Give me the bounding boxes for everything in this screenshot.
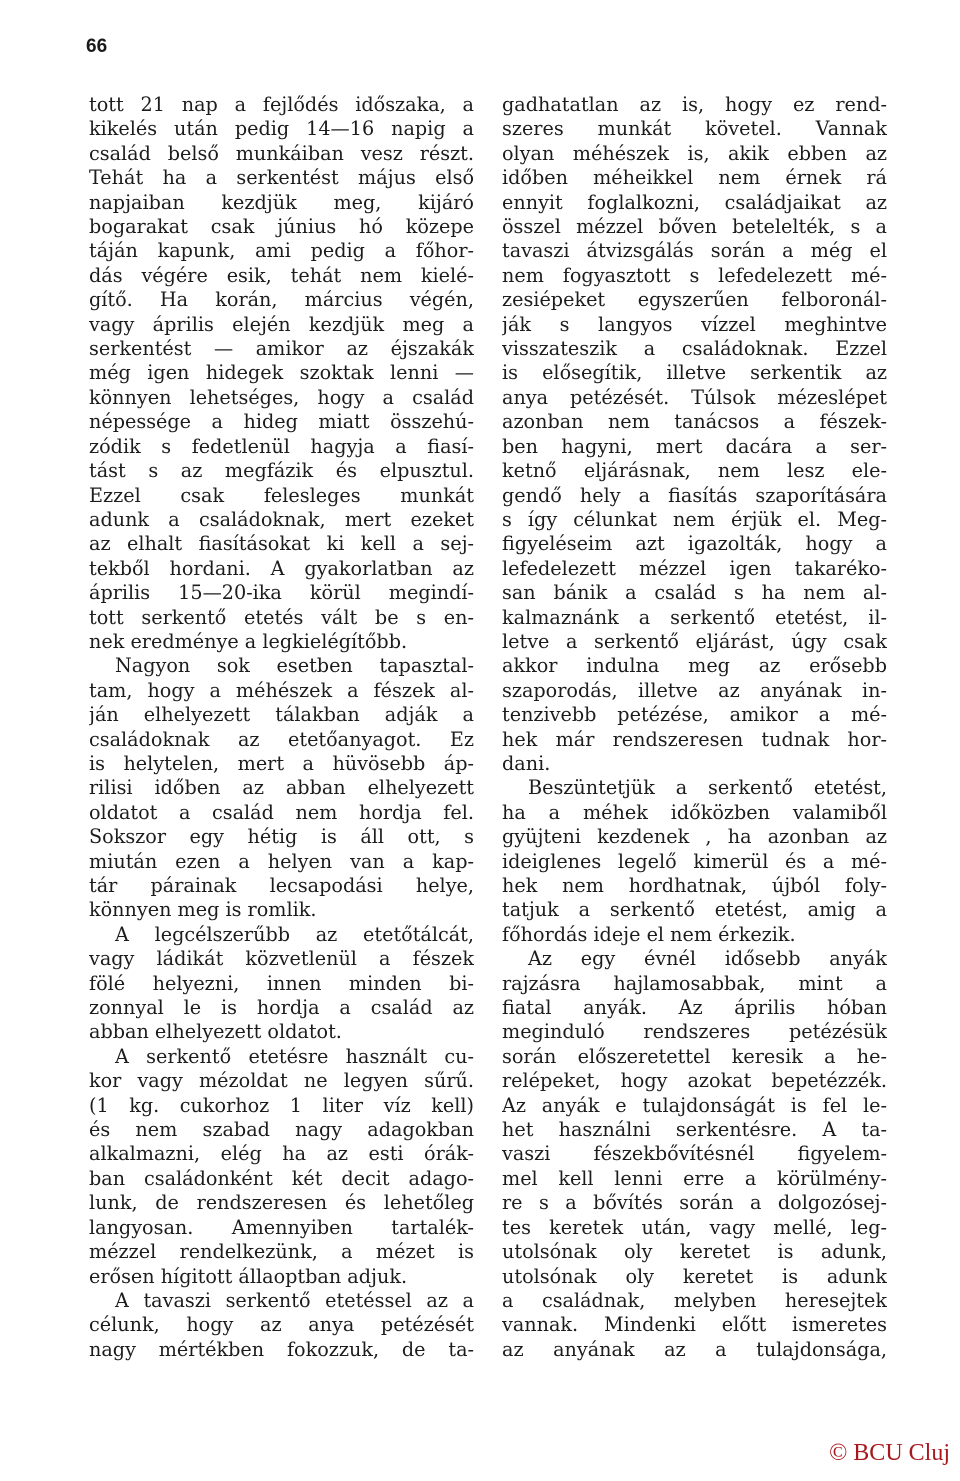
- text-line: vagy április elején kezdjük meg a: [89, 312, 474, 336]
- text-line: az elhalt fiasításokat ki kell a sej-: [89, 532, 474, 556]
- text-line: relépeket, hogy azokat bepetézzék.: [502, 1069, 887, 1093]
- text-line: zódik s fedetlenül hagyja a fiasí-: [89, 434, 474, 458]
- text-line: vagy ládikát közvetlenül a fészek: [89, 947, 474, 971]
- text-line: is elősegítik, illetve serkentik az: [502, 361, 887, 385]
- text-line: abban elhelyezett oldatot.: [89, 1020, 342, 1044]
- text-line: összel mézzel bőven betelelték, s a: [502, 215, 887, 239]
- text-line: családoknak az etetőanyagot. Ez: [89, 727, 474, 751]
- text-line: nek eredménye a legkielégítőbb.: [89, 629, 408, 653]
- text-line: vannak. Mindenki előtt ismeretes: [502, 1313, 887, 1337]
- text-line: alkalmazni, elég ha az esti órák-: [89, 1142, 474, 1166]
- text-line: ketnő eljárásnak, nem lesz ele-: [502, 459, 887, 483]
- text-line: dani.: [502, 751, 551, 775]
- text-line: könnyen lehetséges, hogy a család: [89, 385, 474, 409]
- text-line: erősen hígitott állaoptban adjuk.: [89, 1264, 408, 1288]
- text-line: het használni serkentésre. A ta-: [502, 1118, 887, 1142]
- text-line: A tavaszi serkentő etetéssel az a: [115, 1288, 474, 1312]
- text-line: olyan méhészek is, akik ebben az: [502, 141, 887, 165]
- text-line: kikelés után pedig 14—16 napig a: [89, 117, 474, 141]
- text-line: tavaszi átvizsgálás során a még el: [502, 239, 887, 263]
- text-line: oldatot a család nem hordja fel.: [89, 800, 474, 824]
- text-line: Az anyák e tulajdonságát is fel le-: [502, 1093, 887, 1117]
- text-line: tenzivebb petézése, amikor a mé-: [502, 703, 887, 727]
- text-line: bogarakat csak június hó közepe: [89, 215, 474, 239]
- text-line: tekből hordani. A gyakorlatban az: [89, 556, 474, 580]
- text-line: A serkentő etetésre használt cu-: [115, 1044, 474, 1068]
- text-line: táján kapunk, ami pedig a főhor-: [89, 239, 474, 263]
- text-line: s így célunkat nem érjük el. Meg-: [502, 507, 887, 531]
- text-line: a családnak, melyben heresejtek: [502, 1288, 887, 1312]
- text-line: ján elhelyezett tálakban adják a: [89, 703, 474, 727]
- text-line: család belső munkáiban vesz részt.: [89, 141, 474, 165]
- text-line: tes keretek után, vagy mellé, leg-: [502, 1215, 887, 1239]
- text-line: ideiglenes legelő kimerül és a mé-: [502, 849, 887, 873]
- text-line: április 15—20-ika körül megindí-: [89, 581, 474, 605]
- text-line: Ezzel csak felesleges munkát: [89, 483, 474, 507]
- text-line: zesiépeket egyszerűen felboronál-: [502, 288, 887, 312]
- text-line: Tehát ha a serkentést május első: [89, 166, 474, 190]
- text-line: Nagyon sok esetben tapasztal-: [115, 654, 474, 678]
- text-line: Beszüntetjük a serkentő etetést,: [528, 776, 887, 800]
- left-column: [89, 93, 474, 1362]
- text-line: utolsónak oly keretet is adunk,: [502, 1240, 887, 1264]
- text-line: vaszi fészekbővítésnél figyelem-: [502, 1142, 887, 1166]
- text-line: azonban nem tanácsos a fészek-: [502, 410, 887, 434]
- text-line: dás végére esik, tehát nem kielé-: [89, 263, 474, 287]
- text-line: nem fogyasztott s lefedelezett mé-: [502, 263, 887, 287]
- text-line: fölé helyezni, innen minden bi-: [89, 971, 474, 995]
- text-line: anya petézését. Túlsok mézeslépet: [502, 385, 887, 409]
- text-line: A legcélszerűbb az etetőtálcát,: [115, 922, 474, 946]
- text-line: hek nem hordhatnak, újból foly-: [502, 874, 887, 897]
- text-line: rajzásra hajlamosabbak, mint a: [502, 971, 887, 995]
- text-line: re s a bővítés során a dolgozósej-: [502, 1191, 887, 1215]
- text-line: ennyit foglalkozni, családjaikat az: [502, 190, 887, 214]
- text-line: gítő. Ha korán, március végén,: [89, 288, 474, 312]
- text-line: zonnyal le is hordja a család az: [89, 996, 474, 1020]
- text-line: tást s az megfázik és elpusztul.: [89, 459, 474, 483]
- text-line: gadhatatlan az is, hogy ez rend-: [502, 93, 887, 116]
- text-line: Az egy évnél idősebb anyák: [528, 947, 887, 971]
- text-line: tatjuk a serkentő etetést, amig a: [502, 898, 887, 922]
- text-line: langyosan. Amennyiben tartalék-: [89, 1215, 474, 1239]
- text-line: főhordás ideje el nem érkezik.: [502, 922, 796, 946]
- text-line: lunk, de rendszeresen és lehetőleg: [89, 1191, 474, 1215]
- text-line: kalmaznánk a serkentő etetést, il-: [502, 605, 887, 629]
- text-line: ják s langyos vízzel meghintve: [502, 312, 887, 336]
- text-line: nagy mértékben fokozzuk, de ta-: [89, 1337, 474, 1361]
- text-line: ha a méhek időközben valamiből: [502, 800, 887, 824]
- text-line: célunk, hogy az anya petézését: [89, 1313, 474, 1337]
- watermark: © BCU Cluj: [829, 1440, 950, 1466]
- text-line: akkor indulna meg az erősebb: [502, 654, 887, 678]
- text-line: utolsónak oly keretet is adunk: [502, 1264, 887, 1288]
- text-line: serkentést — amikor az éjszakák: [89, 337, 474, 361]
- text-line: letve a serkentő eljárást, úgy csak: [502, 629, 887, 653]
- text-line: szaporodás, illetve az anyának in-: [502, 678, 887, 702]
- text-line: és nem szabad nagy adagokban: [89, 1118, 474, 1142]
- text-line: tott 21 nap a fejlődés időszaka, a: [89, 93, 474, 116]
- text-line: népessége a hideg miatt összehú-: [89, 410, 474, 434]
- text-line: figyeléseim azt igazolták, hogy a: [502, 532, 887, 556]
- text-line: is helytelen, mert a hüvösebb áp-: [89, 751, 474, 775]
- text-line: tott serkentő etetés vált be s en-: [89, 605, 474, 629]
- text-line: Sokszor egy hétig is áll ott, s: [89, 825, 474, 849]
- text-line: lefedelezett mézzel igen takarékо-: [502, 556, 887, 580]
- text-line: mézzel rendelkezünk, a mézet is: [89, 1240, 474, 1264]
- text-line: gyüjteni kezdenek , ha azonban az: [502, 825, 887, 849]
- text-line: ban családonként két decit adago-: [89, 1166, 474, 1190]
- text-line: az anyának az a tulajdonsága,: [502, 1337, 887, 1361]
- text-line: miután ezen a helyen van a kap-: [89, 849, 474, 873]
- text-line: visszateszik a családoknak. Ezzel: [502, 337, 887, 361]
- text-line: könnyen meg is romlik.: [89, 898, 317, 922]
- page-number: 66: [86, 36, 108, 57]
- text-line: szeres munkát követel. Vannak: [502, 117, 887, 141]
- text-line: ben hagyni, mert dacára a ser-: [502, 434, 887, 458]
- text-line: meginduló rendszeres petézésük: [502, 1020, 887, 1044]
- text-line: még igen hidegek szoktak lenni —: [89, 361, 474, 385]
- text-line: fiatal anyák. Az április hóban: [502, 996, 887, 1020]
- text-line: tam, hogy a méhészek a fészek al-: [89, 678, 474, 702]
- text-line: kor vagy mézoldat ne legyen sűrű.: [89, 1069, 474, 1093]
- text-line: során előszeretettel keresik a he-: [502, 1044, 887, 1068]
- text-line: (1 kg. cukorhoz 1 liter víz kell): [89, 1093, 474, 1117]
- text-line: san bánik a család s ha nem al-: [502, 581, 887, 605]
- text-line: adunk a családoknak, mert ezeket: [89, 507, 474, 531]
- text-line: időben méheikkel nem érnek rá: [502, 166, 887, 190]
- text-line: rilisi időben az abban elhelyezett: [89, 776, 474, 800]
- right-column: [502, 93, 887, 1362]
- text-line: mel kell lenni erre a körülmény-: [502, 1166, 887, 1190]
- text-line: hek már rendszeresen tudnak hor-: [502, 727, 887, 751]
- text-line: tár párainak lecsapodási helye,: [89, 874, 474, 897]
- text-line: gendő hely a fiasítás szaporítására: [502, 483, 887, 507]
- text-line: napjaiban kezdjük meg, kijáró: [89, 190, 474, 214]
